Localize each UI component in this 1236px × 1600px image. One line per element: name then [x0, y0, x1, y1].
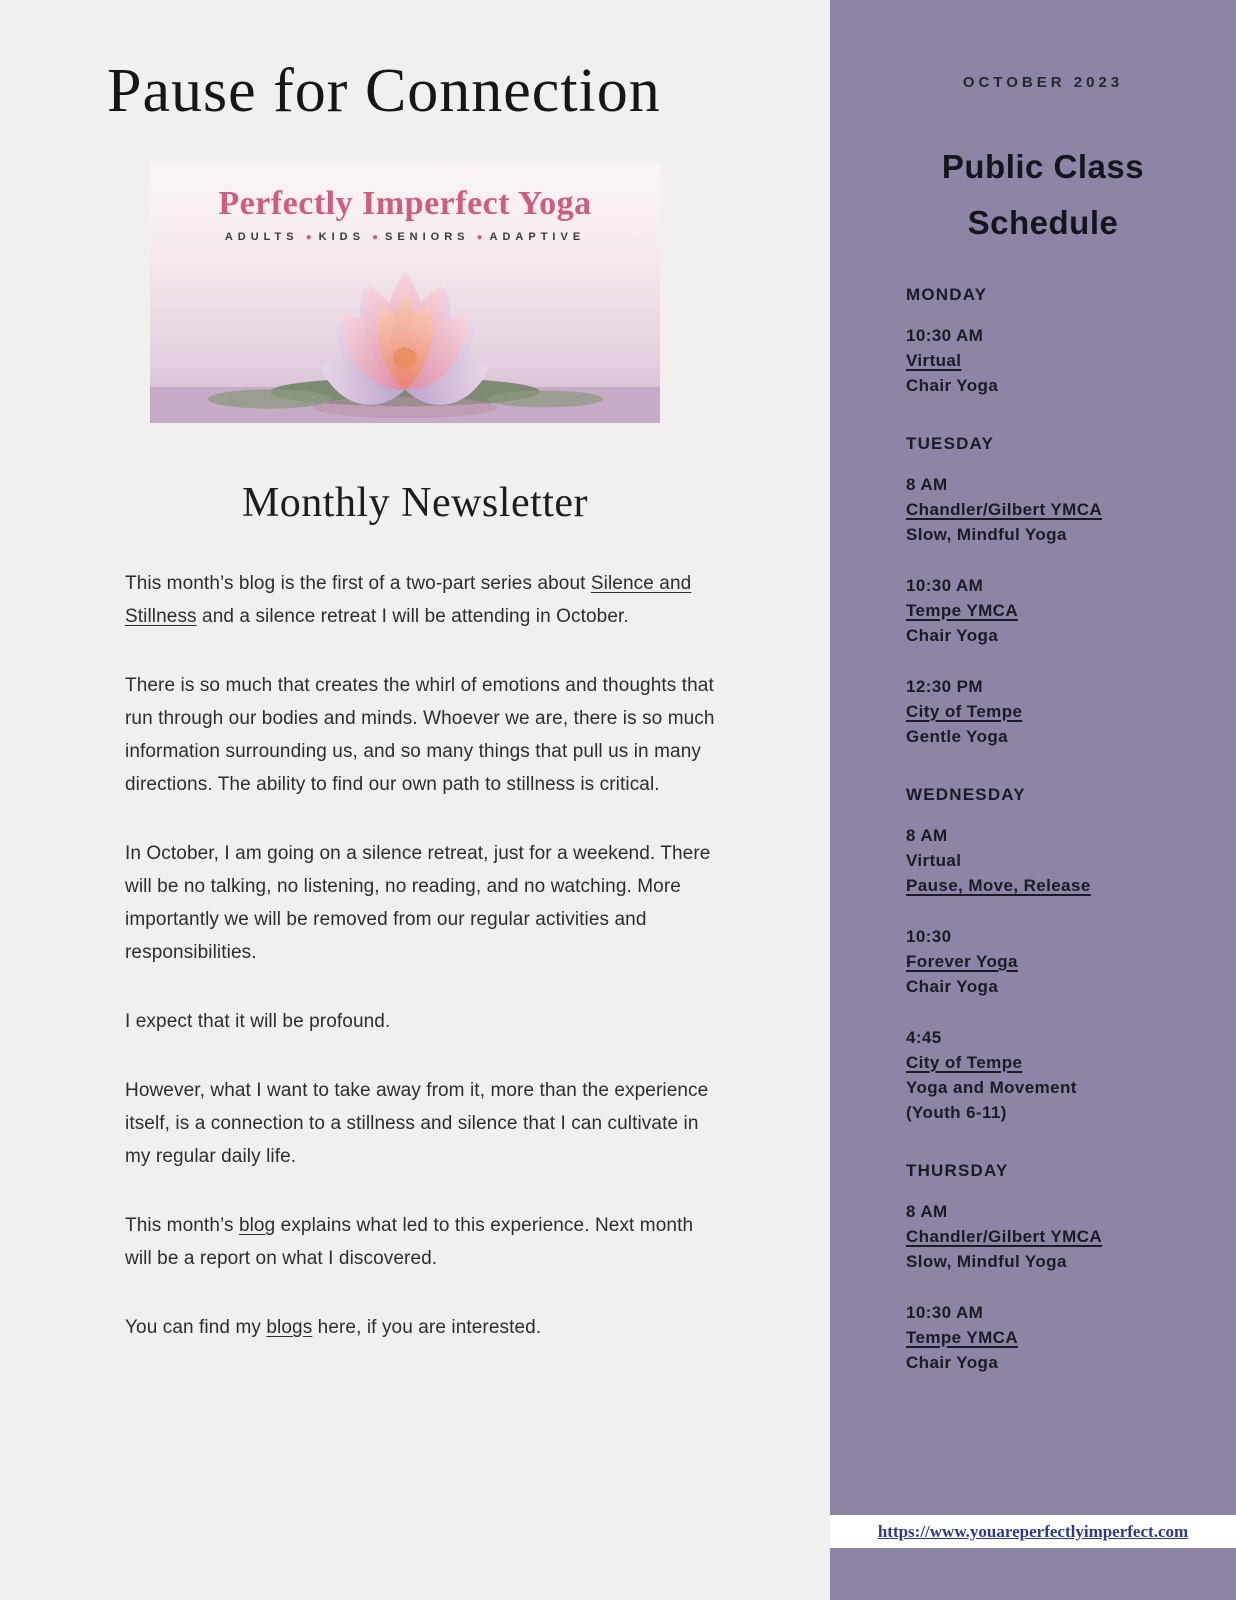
brand-name: Perfectly Imperfect Yoga	[218, 185, 592, 222]
dot-separator-icon: ●	[305, 232, 312, 243]
logo-card	[150, 163, 660, 423]
schedule-text: Slow, Mindful Yoga	[906, 1252, 1067, 1271]
article-paragraphs	[0, 567, 715, 1344]
text-segment: In October, I am going on a silence retreat, just for a weekend. There will be no talking, no listening, no reading, and no watching. More importantly we will be removed from our regular activities and responsibilities.	[125, 843, 711, 963]
page-title: Pause for Connection	[107, 57, 661, 125]
schedule-day-header: TUESDAY	[906, 434, 995, 453]
paragraph	[125, 1005, 715, 1038]
schedule-location-link[interactable]: City of Tempe	[906, 702, 1023, 721]
text-segment: This month’s	[125, 1215, 239, 1236]
schedule-entry-line	[906, 1199, 1186, 1224]
schedule-day-header: THURSDAY	[906, 1161, 1009, 1180]
inline-link[interactable]: blogs	[266, 1317, 313, 1338]
schedule-text: 8 AM	[906, 826, 948, 845]
schedule-entry-line	[906, 1300, 1186, 1325]
text-segment: This month’s blog is the first of a two-part series about	[125, 573, 591, 594]
footer-link-bar	[830, 1515, 1236, 1548]
schedule-entry-line	[906, 848, 1186, 873]
schedule-entry-line	[906, 1100, 1186, 1125]
text-segment: There is so much that creates the whirl of emotions and thoughts that run through our bodies and minds. Whoever we are, there is so much information surrounding us, and so many things that pull us in many directions. The ability to find our own path to stillness is critical.	[125, 675, 715, 795]
schedule-entry-line	[906, 1050, 1186, 1075]
schedule-entry-line	[906, 1025, 1186, 1050]
paragraph	[125, 567, 715, 633]
schedule-entry	[906, 573, 1186, 648]
schedule-text: Chair Yoga	[906, 626, 999, 645]
schedule-entry	[906, 1300, 1186, 1375]
schedule-entry-line	[906, 949, 1186, 974]
schedule-entry-line	[906, 873, 1186, 898]
schedule-text: Gentle Yoga	[906, 727, 1009, 746]
schedule-text: 8 AM	[906, 475, 948, 494]
schedule-entry-line	[906, 497, 1186, 522]
text-segment: However, what I want to take away from it, more than the experience itself, is a connection to a stillness and silence that I can cultivate in my regular daily life.	[125, 1080, 709, 1167]
month-label: OCTOBER 2023	[962, 74, 1124, 91]
newsletter-heading: Monthly Newsletter	[241, 480, 589, 526]
dot-separator-icon: ●	[371, 232, 378, 243]
schedule-entry	[906, 823, 1186, 898]
schedule-text: Virtual	[906, 851, 962, 870]
paragraph	[125, 1209, 715, 1275]
logo-tagline	[150, 231, 660, 243]
schedule-entry-line	[906, 1249, 1186, 1274]
schedule-title-line2: Schedule	[967, 204, 1119, 241]
schedule-day-header: MONDAY	[906, 285, 988, 304]
text-segment: here, if you are interested.	[312, 1317, 542, 1338]
schedule-entry	[906, 472, 1186, 547]
schedule-entry	[906, 1199, 1186, 1274]
text-segment: I expect that it will be profound.	[125, 1011, 391, 1032]
schedule-location-link[interactable]: City of Tempe	[906, 1053, 1023, 1072]
schedule-entry-line	[906, 1350, 1186, 1375]
website-link[interactable]: https://www.youareperfectlyimperfect.com	[877, 1521, 1189, 1541]
logo-header	[150, 163, 660, 243]
schedule-text: 10:30	[906, 927, 952, 946]
schedule-text: Slow, Mindful Yoga	[906, 525, 1067, 544]
schedule-text: 10:30 AM	[906, 326, 984, 345]
schedule-title	[900, 139, 1186, 251]
schedule-title-line1: Public Class	[941, 148, 1145, 185]
schedule-list	[906, 285, 1186, 1375]
dot-separator-icon: ●	[476, 232, 483, 243]
schedule-text: Chair Yoga	[906, 376, 999, 395]
schedule-entry	[906, 323, 1186, 398]
inline-link[interactable]: blog	[238, 1215, 276, 1236]
schedule-location-link[interactable]: Pause, Move, Release	[906, 876, 1091, 895]
schedule-text: Chair Yoga	[906, 977, 999, 996]
schedule-entry-line	[906, 373, 1186, 398]
schedule-entry-line	[906, 522, 1186, 547]
schedule-text: 10:30 AM	[906, 576, 984, 595]
schedule-text: 12:30 PM	[906, 677, 983, 696]
schedule-location-link[interactable]: Chandler/Gilbert YMCA	[906, 1227, 1103, 1246]
schedule-location-link[interactable]: Forever Yoga	[906, 952, 1018, 971]
schedule-text: Chair Yoga	[906, 1353, 999, 1372]
tagline-word: ADULTS	[224, 231, 299, 243]
paragraph	[125, 837, 715, 969]
lotus-image	[150, 243, 660, 423]
schedule-location-link[interactable]: Chandler/Gilbert YMCA	[906, 500, 1103, 519]
schedule-text: (Youth 6-11)	[906, 1103, 1007, 1122]
schedule-entry	[906, 924, 1186, 999]
schedule-location-link[interactable]: Virtual	[906, 351, 962, 370]
schedule-entry-line	[906, 348, 1186, 373]
schedule-location-link[interactable]: Tempe YMCA	[906, 1328, 1019, 1347]
schedule-entry-line	[906, 1075, 1186, 1100]
schedule-entry-line	[906, 724, 1186, 749]
schedule-text: Yoga and Movement	[906, 1078, 1077, 1097]
text-segment: and a silence retreat I will be attending in October.	[196, 606, 629, 627]
tagline-word: SENIORS	[384, 231, 470, 243]
schedule-entry-line	[906, 974, 1186, 999]
paragraph	[125, 1074, 715, 1173]
schedule-day-header: WEDNESDAY	[906, 785, 1026, 804]
schedule-entry-line	[906, 699, 1186, 724]
schedule-text: 10:30 AM	[906, 1303, 984, 1322]
text-segment: You can find my	[125, 1317, 267, 1338]
schedule-entry-line	[906, 598, 1186, 623]
tagline-word: KIDS	[318, 231, 365, 243]
schedule-entry-line	[906, 924, 1186, 949]
paragraph	[125, 669, 715, 801]
schedule-entry	[906, 674, 1186, 749]
schedule-entry-line	[906, 823, 1186, 848]
schedule-entry-line	[906, 623, 1186, 648]
tagline-word: ADAPTIVE	[489, 231, 586, 243]
schedule-entry-line	[906, 472, 1186, 497]
text-segment: explains what led to this experience. Next month will be a report on what I discovered.	[125, 1215, 694, 1269]
schedule-location-link[interactable]: Tempe YMCA	[906, 601, 1019, 620]
schedule-entry-line	[906, 573, 1186, 598]
schedule-entry-line	[906, 1224, 1186, 1249]
schedule-entry	[906, 1025, 1186, 1125]
schedule-text: 4:45	[906, 1028, 942, 1047]
inline-link[interactable]: Silence and Stillness	[125, 573, 692, 627]
schedule-entry-line	[906, 1325, 1186, 1350]
schedule-entry-line	[906, 323, 1186, 348]
schedule-text: 8 AM	[906, 1202, 948, 1221]
schedule-entry-line	[906, 674, 1186, 699]
paragraph	[125, 1311, 715, 1344]
schedule-sidebar	[830, 0, 1236, 1600]
